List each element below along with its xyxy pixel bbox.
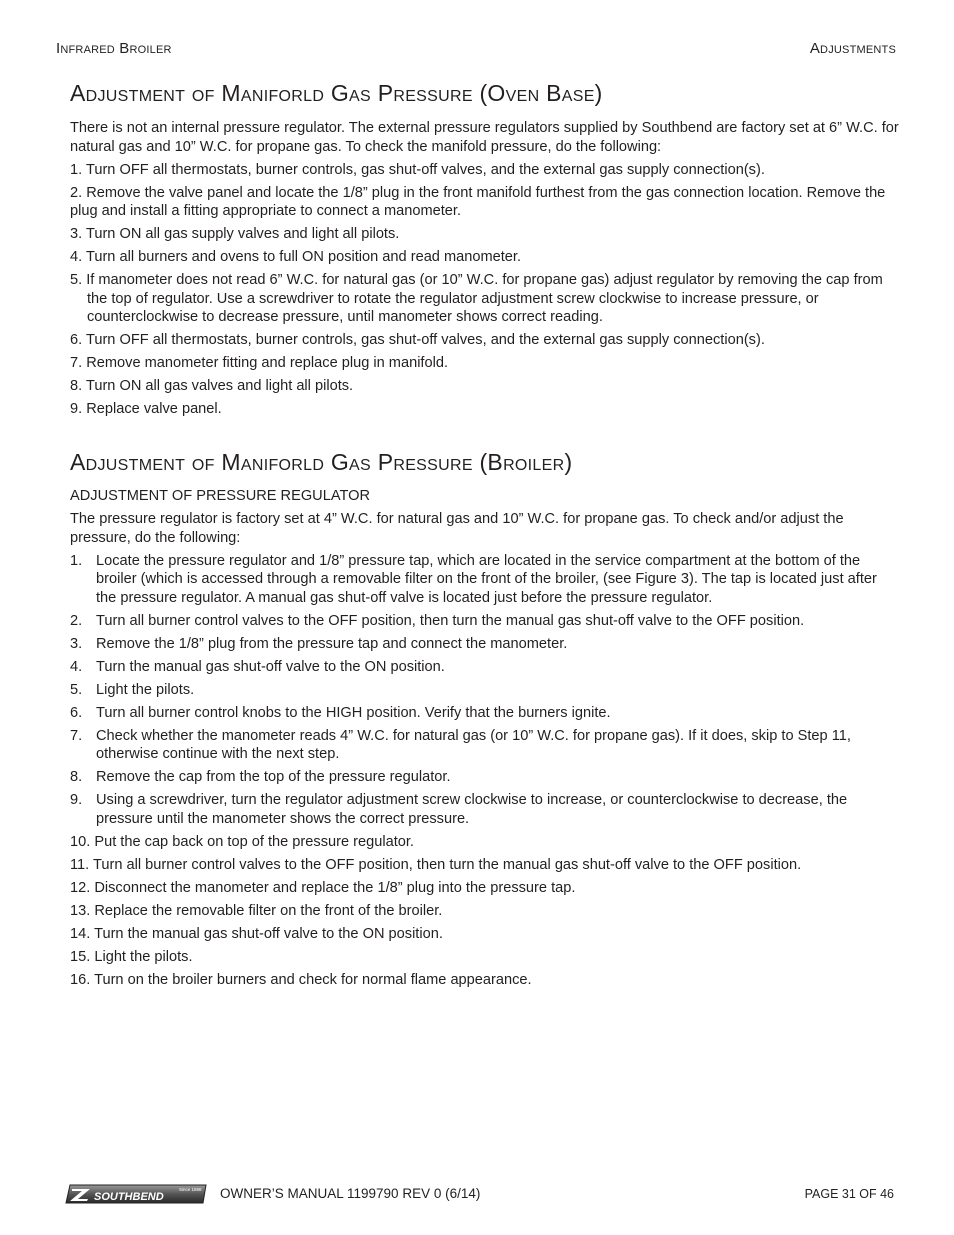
step-item: 14. Turn the manual gas shut-off valve to the ON position. — [70, 925, 443, 942]
step-item: 15. Light the pilots. — [70, 948, 193, 965]
step-item: 9. Replace valve panel. — [70, 401, 222, 417]
step-text: Remove the cap from the top of the pressure regulator. — [96, 769, 451, 785]
step-item — [70, 681, 900, 700]
section-title-broiler: Adjustment of Maniforld Gas Pressure (Broiler) — [70, 449, 573, 475]
step-item — [70, 768, 900, 787]
page-number: PAGE 31 OF 46 — [804, 1187, 894, 1201]
step-item — [70, 552, 900, 608]
step-item: 6. Turn OFF all thermostats, burner controls, gas shut-off valves, and the external gas supply connection(s). — [70, 332, 765, 348]
step-item: 8. Turn ON all gas valves and light all pilots. — [70, 378, 354, 394]
step-item — [70, 612, 900, 631]
step-text: Turn all burner control knobs to the HIGH position. Verify that the burners ignite. — [96, 704, 611, 721]
step-number: 4. — [70, 658, 83, 675]
step-item — [70, 704, 900, 723]
section-oven-base-body — [70, 119, 900, 423]
step-item: 2. Remove the valve panel and locate the 1/8” plug in the front manifold furthest from the gas connection location. Remove the plug and install a fitting appropriate to connect a manometer. — [70, 184, 886, 219]
step-item: 16. Turn on the broiler burners and check for normal flame appearance. — [70, 971, 532, 988]
step-number: 3. — [70, 635, 83, 652]
step-item — [70, 635, 900, 654]
step-number: 2. — [70, 612, 83, 629]
section-broiler-body — [70, 487, 900, 994]
section-intro: There is not an internal pressure regulator. The external pressure regulators supplied by Southbend are factory set at 6” W.C. for natural gas and 10” W.C. for propane gas. To check the manifold pressure, do the following: — [70, 120, 899, 155]
page-footer — [64, 1183, 894, 1207]
step-item: 3. Turn ON all gas supply valves and light all pilots. — [70, 226, 400, 242]
step-text: Locate the pressure regulator and 1/8” pressure tap, which are located in the service compartment at the bottom of the broiler (which is accessed through a removable filter on the front of the broiler, (see Figure 3). The tap is located just after the pressure regulator. A manual gas shut-off valve is located just before the pressure regulator. — [96, 552, 877, 606]
step-number: 7. — [70, 727, 83, 744]
step-text: Check whether the manometer reads 4” W.C. for natural gas (or 10” W.C. for propane gas). If it does, skip to Step 11, otherwise continue with the next step. — [96, 727, 851, 762]
section-title-oven-base: Adjustment of Maniforld Gas Pressure (Oven Base) — [70, 80, 603, 106]
manual-reference: OWNER’S MANUAL 1199790 REV 0 (6/14) — [220, 1186, 481, 1201]
step-item: 4. Turn all burners and ovens to full ON position and read manometer. — [70, 249, 522, 265]
step-item — [70, 727, 900, 764]
step-number: 6. — [70, 704, 83, 721]
step-text: Using a screwdriver, turn the regulator adjustment screw clockwise to increase, or counterclockwise to decrease, the pressure until the manometer shows the correct pressure. — [96, 792, 848, 827]
step-item: 12. Disconnect the manometer and replace the 1/8” plug into the pressure tap. — [70, 879, 576, 896]
step-item — [70, 658, 900, 677]
running-header-section: Adjustments — [809, 40, 896, 57]
step-number: 9. — [70, 792, 83, 808]
step-text: Turn all burner control valves to the OFF position, then turn the manual gas shut-off valve to the OFF position. — [96, 612, 805, 629]
section-intro: The pressure regulator is factory set at 4” W.C. for natural gas and 10” W.C. for propane gas. To check and/or adjust the pressure, do the following: — [70, 511, 844, 546]
step-item — [70, 791, 900, 828]
step-text: Light the pilots. — [96, 681, 195, 698]
step-number: 1. — [70, 552, 83, 569]
step-item: 1. Turn OFF all thermostats, burner controls, gas shut-off valves, and the external gas supply connection(s). — [70, 161, 765, 178]
step-item: 10. Put the cap back on top of the pressure regulator. — [70, 833, 414, 850]
step-item: 5. If manometer does not read 6” W.C. for natural gas (or 10” W.C. for propane gas) adjust regulator by removing the cap from the top of regulator. Use a screwdriver to rotate the regulator adjustment screw clockwise to increase pressure, or counterclockwise to decrease pressure, until manometer shows correct reading. — [70, 272, 883, 325]
subheading: ADJUSTMENT OF PRESSURE REGULATOR — [70, 488, 371, 504]
step-item: 7. Remove manometer fitting and replace plug in manifold. — [70, 355, 449, 371]
logo-wordmark: SOUTHBEND — [94, 1191, 164, 1203]
running-header-title: Infrared Broiler — [56, 40, 172, 57]
step-text: Remove the 1/8” plug from the pressure tap and connect the manometer. — [96, 635, 568, 652]
step-item: 13. Replace the removable filter on the front of the broiler. — [70, 902, 443, 919]
step-number: 8. — [70, 769, 83, 785]
step-text: Turn the manual gas shut-off valve to the ON position. — [96, 658, 445, 675]
southbend-logo — [64, 1183, 209, 1205]
step-item: 11. Turn all burner control valves to the OFF position, then turn the manual gas shut-off valve to the OFF position. — [70, 856, 802, 873]
step-number: 5. — [70, 681, 83, 698]
logo-since: Since 1898 — [179, 1187, 202, 1192]
